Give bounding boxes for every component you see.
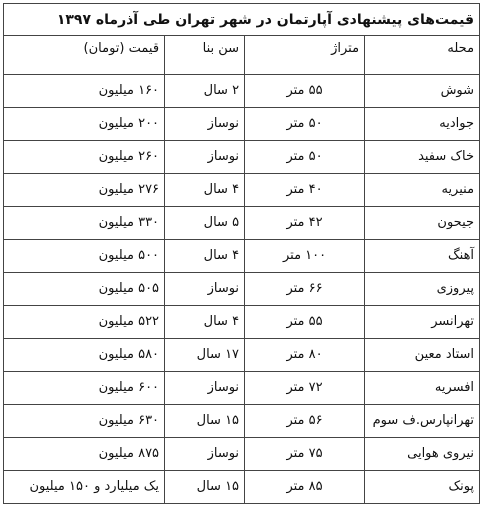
- cell-neighborhood: جیحون: [365, 207, 480, 240]
- cell-neighborhood: افسریه: [365, 372, 480, 405]
- cell-neighborhood: پونک: [365, 471, 480, 504]
- table-title: قیمت‌های پیشنهادی آپارتمان در شهر تهران طی آذرماه ۱۳۹۷: [4, 4, 480, 36]
- table-row: [4, 339, 480, 372]
- cell-neighborhood: خاک سفید: [365, 141, 480, 174]
- cell-neighborhood: نیروی هوایی: [365, 438, 480, 471]
- cell-area: ۵۵ متر: [245, 306, 365, 339]
- cell-area: ۵۰ متر: [245, 141, 365, 174]
- table-row: [4, 438, 480, 471]
- cell-area: ۴۲ متر: [245, 207, 365, 240]
- cell-neighborhood: آهنگ: [365, 240, 480, 273]
- cell-area: ۷۵ متر: [245, 438, 365, 471]
- cell-neighborhood: تهرانپارس.ف سوم: [365, 405, 480, 438]
- header-neighborhood: محله: [365, 36, 480, 75]
- cell-price: یک میلیارد و ۱۵۰ میلیون: [4, 471, 165, 504]
- cell-area: ۵۰ متر: [245, 108, 365, 141]
- cell-neighborhood: استاد معین: [365, 339, 480, 372]
- table-row: [4, 75, 480, 108]
- cell-age: نوساز: [165, 141, 245, 174]
- cell-price: ۵۰۰ میلیون: [4, 240, 165, 273]
- apartment-price-table: [3, 3, 480, 504]
- cell-area: ۸۵ متر: [245, 471, 365, 504]
- table-header-row: [4, 36, 480, 75]
- cell-age: ۴ سال: [165, 174, 245, 207]
- table-row: [4, 207, 480, 240]
- cell-age: ۱۵ سال: [165, 471, 245, 504]
- header-price: قیمت (تومان): [4, 36, 165, 75]
- table-row: [4, 240, 480, 273]
- table-row: [4, 471, 480, 504]
- cell-area: ۸۰ متر: [245, 339, 365, 372]
- cell-area: ۴۰ متر: [245, 174, 365, 207]
- cell-neighborhood: منیریه: [365, 174, 480, 207]
- cell-price: ۵۸۰ میلیون: [4, 339, 165, 372]
- cell-neighborhood: پیروزی: [365, 273, 480, 306]
- cell-price: ۵۰۵ میلیون: [4, 273, 165, 306]
- cell-age: نوساز: [165, 108, 245, 141]
- cell-age: ۱۵ سال: [165, 405, 245, 438]
- cell-price: ۲۶۰ میلیون: [4, 141, 165, 174]
- table-row: [4, 141, 480, 174]
- cell-price: ۵۲۲ میلیون: [4, 306, 165, 339]
- header-age: سن بنا: [165, 36, 245, 75]
- cell-price: ۳۳۰ میلیون: [4, 207, 165, 240]
- cell-price: ۲۰۰ میلیون: [4, 108, 165, 141]
- cell-age: ۴ سال: [165, 306, 245, 339]
- cell-age: نوساز: [165, 438, 245, 471]
- table-row: [4, 273, 480, 306]
- cell-price: ۲۷۶ میلیون: [4, 174, 165, 207]
- table-row: [4, 372, 480, 405]
- header-area: متراژ: [245, 36, 365, 75]
- cell-area: ۵۶ متر: [245, 405, 365, 438]
- table-row: [4, 306, 480, 339]
- cell-area: ۱۰۰ متر: [245, 240, 365, 273]
- cell-neighborhood: شوش: [365, 75, 480, 108]
- cell-age: ۵ سال: [165, 207, 245, 240]
- cell-age: ۲ سال: [165, 75, 245, 108]
- cell-age: ۴ سال: [165, 240, 245, 273]
- cell-neighborhood: تهرانسر: [365, 306, 480, 339]
- cell-age: نوساز: [165, 372, 245, 405]
- cell-area: ۵۵ متر: [245, 75, 365, 108]
- table-row: [4, 108, 480, 141]
- cell-price: ۱۶۰ میلیون: [4, 75, 165, 108]
- table-row: [4, 174, 480, 207]
- table-row: [4, 405, 480, 438]
- cell-neighborhood: جوادیه: [365, 108, 480, 141]
- cell-age: ۱۷ سال: [165, 339, 245, 372]
- cell-price: ۶۰۰ میلیون: [4, 372, 165, 405]
- cell-area: ۷۲ متر: [245, 372, 365, 405]
- cell-price: ۸۷۵ میلیون: [4, 438, 165, 471]
- table-body: [4, 4, 480, 504]
- cell-price: ۶۳۰ میلیون: [4, 405, 165, 438]
- table-title-row: [4, 4, 480, 36]
- cell-age: نوساز: [165, 273, 245, 306]
- cell-area: ۶۶ متر: [245, 273, 365, 306]
